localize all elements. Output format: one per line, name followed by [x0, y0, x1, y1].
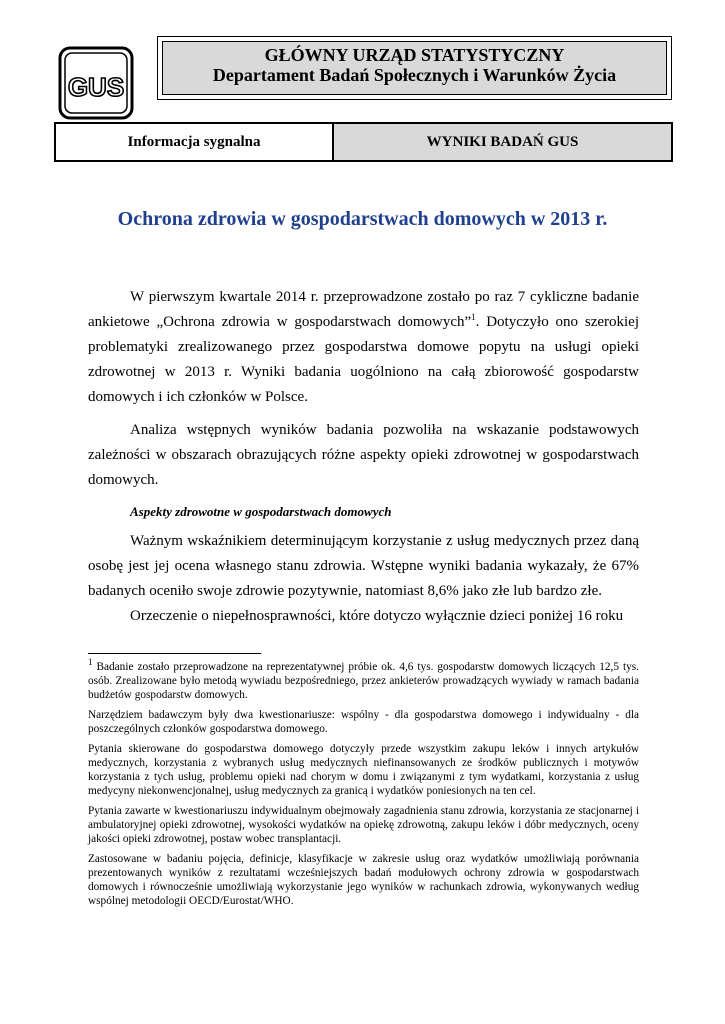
footnotes: [88, 657, 639, 914]
footnote-2: Narzędziem badawczym były dwa kwestionariusze: wspólny - dla gospodarstwa domowego i indywidualny - dla poszczególnych członków gospodarstwa domowego.: [88, 709, 639, 735]
info-bar-left: Informacja sygnalna: [56, 124, 334, 160]
header-institution: GŁÓWNY URZĄD STATYSTYCZNY: [264, 45, 565, 65]
page-title: Ochrona zdrowia w gospodarstwach domowych w 2013 r.: [117, 208, 608, 230]
info-bar-right: WYNIKI BADAŃ GUS: [334, 124, 671, 160]
logo-text: GUS: [67, 72, 125, 102]
info-bar: [54, 122, 673, 162]
subheading: Aspekty zdrowotne w gospodarstwach domowych: [130, 504, 392, 519]
body-text: [88, 285, 639, 637]
footnote-1: $^1$ Badanie zostało przeprowadzone na reprezentatywnej próbie ok. 4,6 tys. gospodarstw domowych liczących 12,5 tys. osób. Zrealizowane było metodą wywiadu bezpośredniego, przez ankieterów prowadzących wywiady w ramach badania budżetów gospodarstw domowych.: [88, 657, 639, 701]
footnote-4: Pytania zawarte w kwestionariuszu indywidualnym obejmowały zagadnienia stanu zdrowia, korzystania ze stacjonarnej i ambulatoryjnej opieki zdrowotnej, wysokości wydatków na opiekę zdrowotną, zakupu leków i dóbr medycznych, oceny jakości opieki zdrowotnej, postaw wobec transplantacji.: [88, 805, 639, 845]
footnote-ref: 1: [471, 312, 476, 322]
header-department: Departament Badań Społecznych i Warunków Życia: [212, 65, 617, 85]
footnote-divider: [88, 653, 261, 654]
paragraph-4: Orzeczenie o niepełnosprawności, które dotyczo wyłącznie dzieci poniżej 16 roku: [130, 608, 624, 624]
paragraph-3: Ważnym wskaźnikiem determinującym korzystanie z usług medycznych przez daną osobę jest jej ocena własnego stanu zdrowia. Wstępne wyniki badania wykazały, że 67% badanych oceniło swoje zdrowie pozytywnie, natomiast 8,6% jako złe lub bardzo złe.: [88, 533, 639, 599]
footnote-3: Pytania skierowane do gospodarstwa domowego dotyczyły przede wszystkim zakupu leków i innych artykułów medycznych, korzystania z wybranych usług medycznych niefinansowanych ze środków publicznych i motywów korzystania z tych usług, problemu opieki nad chorym w domu i związanymi z tym wydatkami, korzystania z usług medycyny niekonwencjonalnej, usług medycznych za granicą i wydatków poniesionych na ten cel.: [88, 743, 639, 797]
footnote-5: Zastosowane w badaniu pojęcia, definicje, klasyfikacje w zakresie usług oraz wydatków umożliwiają porównania prezentowanych wyników z rezultatami wcześniejszych badań modułowych ochrony zdrowia w gospodarstwach domowych i równocześnie umożliwiają wykorzystanie jego wyników w rachunkach zdrowia, wykonywanych według wspólnej metodologii OECD/Eurostat/WHO.: [88, 853, 639, 907]
gus-logo: [58, 46, 134, 120]
paragraph-2: Analiza wstępnych wyników badania pozwoliła na wskazanie podstawowych zależności w obszarach obrazujących różne aspekty opieki zdrowotnej w gospodarstwach domowych.: [88, 422, 639, 488]
header-box: [157, 36, 672, 100]
paragraph-1: W pierwszym kwartale 2014 r. przeprowadzone zostało po raz 7 cykliczne badanie ankietowe „Ochrona zdrowia w gospodarstwach domowych”$^1$. Dotyczyło ono szerokiej problematyki zrealizowanego przez gospodarstwa domowe popytu na usługi opieki zdrowotnej w 2013 r. Wyniki badania uogólniono na całą zbiorowość gospodarstw domowych i ich członków w Polsce.: [88, 289, 639, 405]
